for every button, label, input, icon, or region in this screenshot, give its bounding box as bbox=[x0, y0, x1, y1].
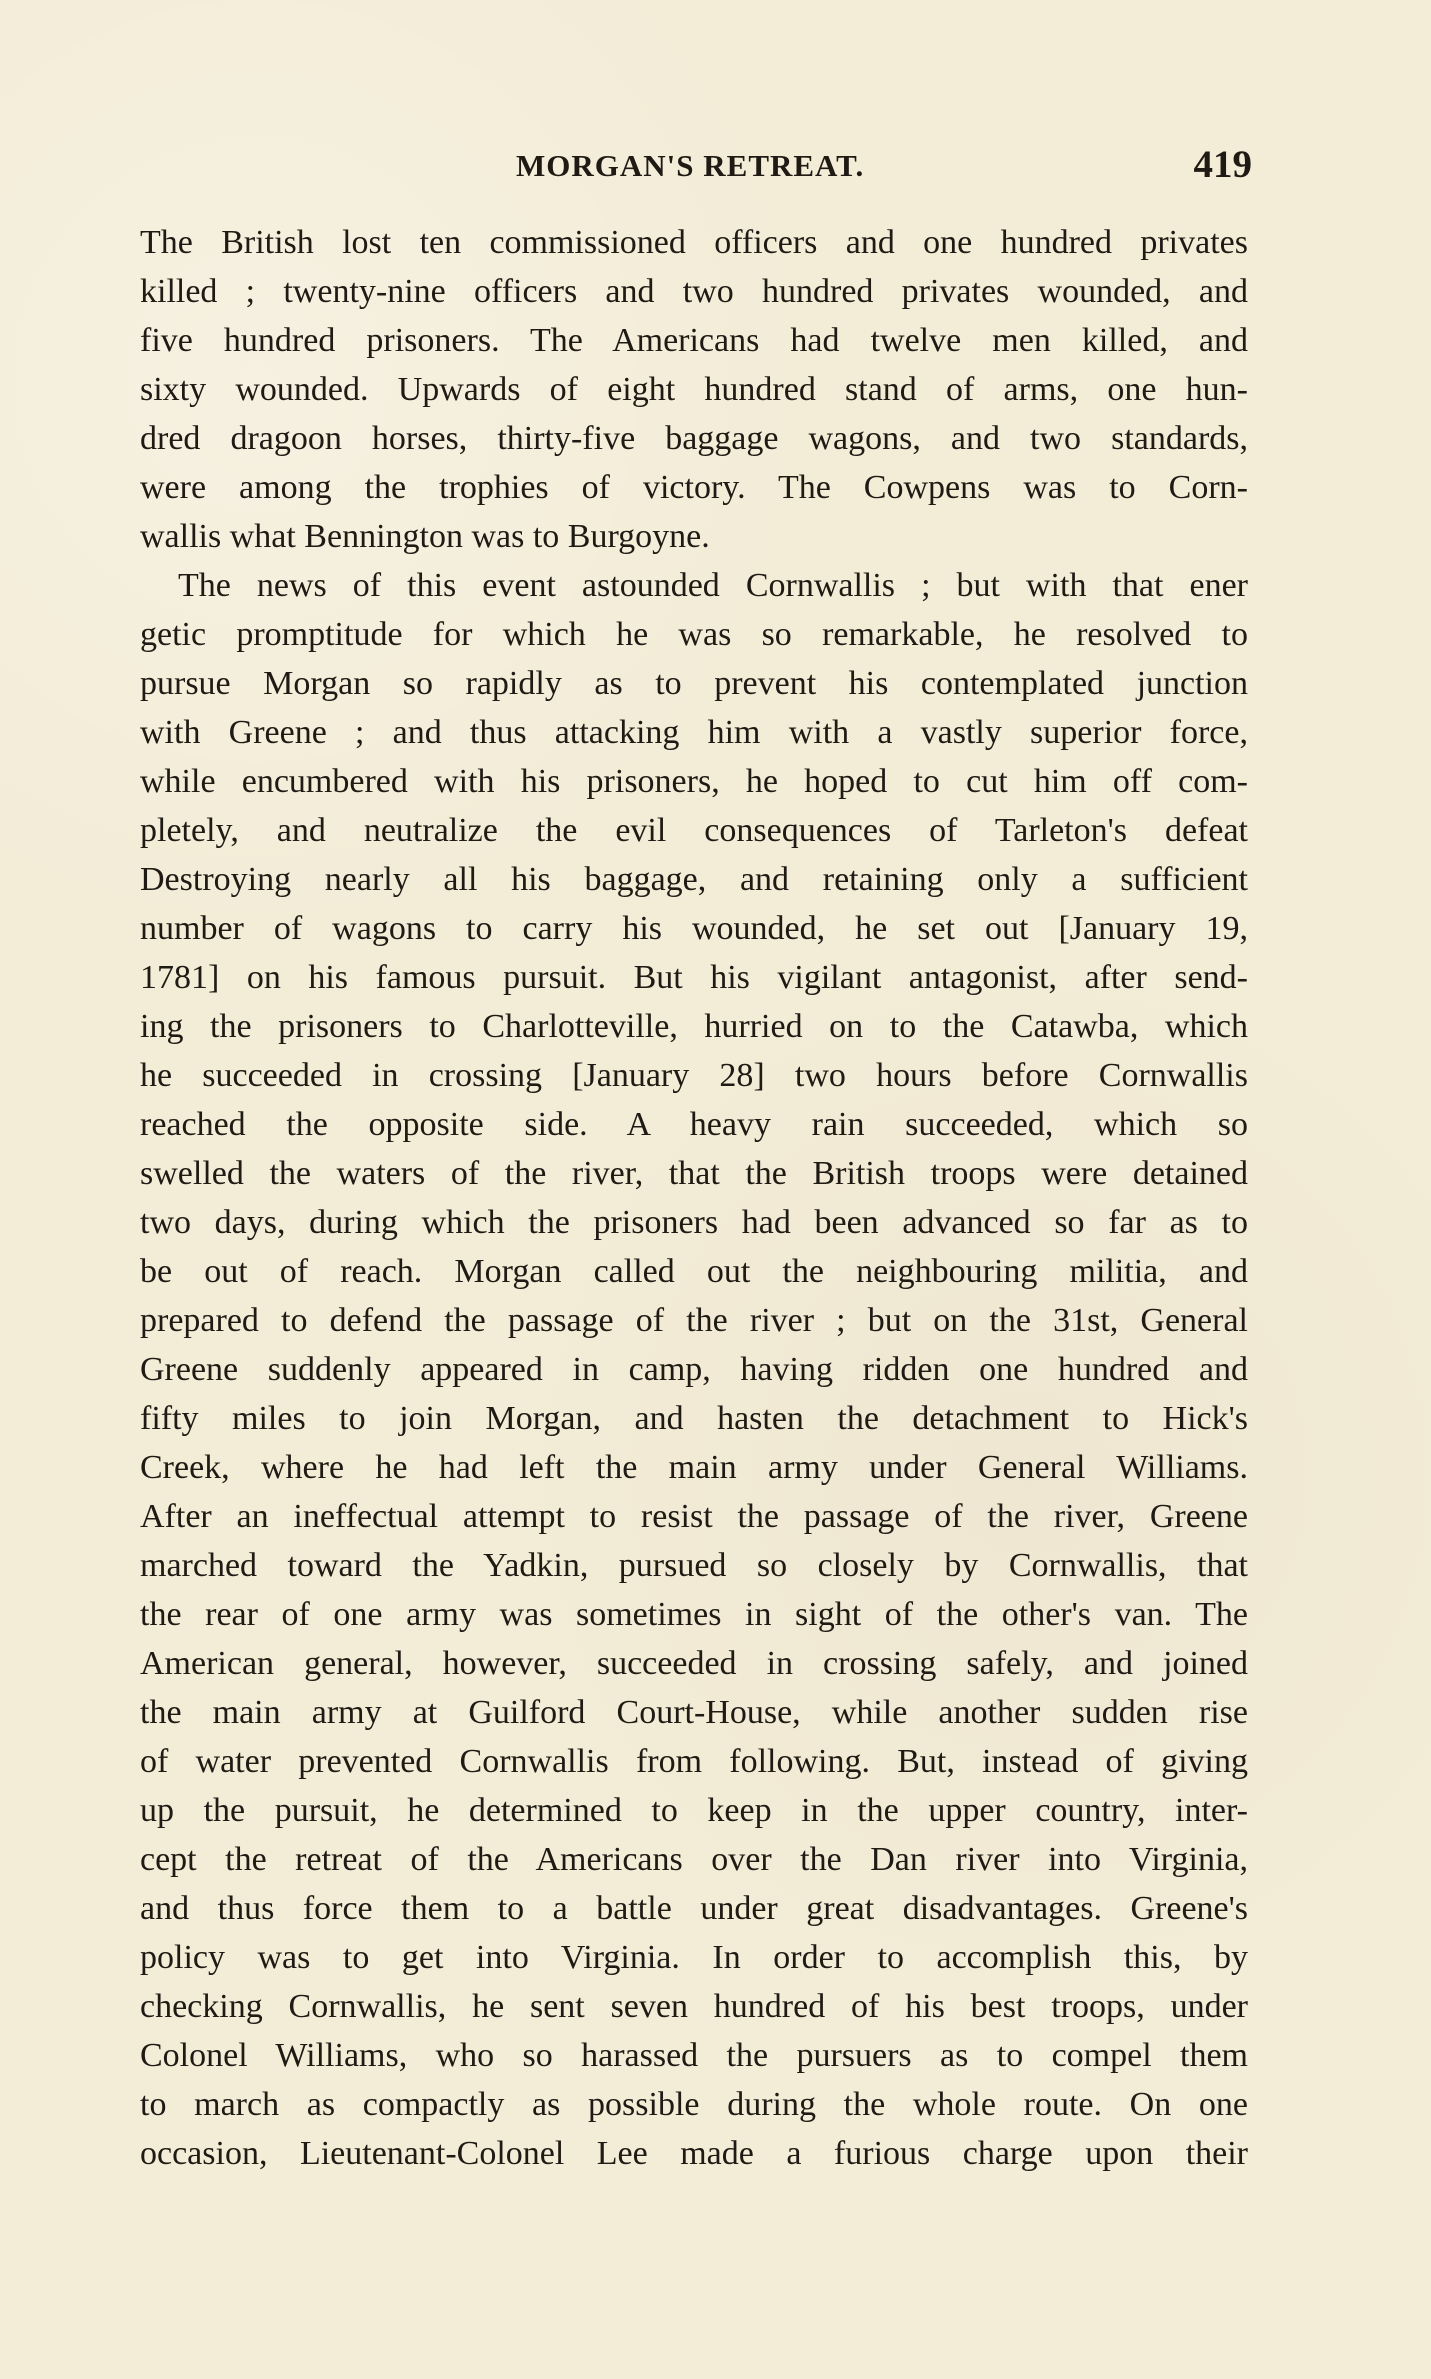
text-line: killed ; twenty-nine officers and two hundred privates wounded, and bbox=[140, 273, 1248, 310]
running-head: MORGAN'S RETREAT. bbox=[516, 148, 865, 183]
text-line: wallis what Bennington was to Burgoyne. bbox=[140, 518, 710, 555]
text-line: were among the trophies of victory. The Cowpens was to Corn- bbox=[140, 469, 1248, 506]
text-line: 1781] on his famous pursuit. But his vigilant antagonist, after send- bbox=[140, 959, 1248, 996]
text-line: be out of reach. Morgan called out the neighbouring militia, and bbox=[140, 1253, 1248, 1290]
text-line: swelled the waters of the river, that the British troops were detained bbox=[140, 1155, 1248, 1192]
text-line: Colonel Williams, who so harassed the pursuers as to compel them bbox=[140, 2037, 1248, 2074]
text-line: the rear of one army was sometimes in sight of the other's van. The bbox=[140, 1596, 1248, 1633]
text-line: Greene suddenly appeared in camp, having ridden one hundred and bbox=[140, 1351, 1248, 1388]
text-line: The British lost ten commissioned officers and one hundred privates bbox=[140, 224, 1248, 261]
text-line: getic promptitude for which he was so remarkable, he resolved to bbox=[140, 616, 1248, 653]
body-text bbox=[140, 218, 1248, 2178]
text-line: American general, however, succeeded in crossing safely, and joined bbox=[140, 1645, 1248, 1682]
text-line: and thus force them to a battle under great disadvantages. Greene's bbox=[140, 1890, 1248, 1927]
text-line: After an ineffectual attempt to resist the passage of the river, Greene bbox=[140, 1498, 1248, 1535]
text-line: with Greene ; and thus attacking him with a vastly superior force, bbox=[140, 714, 1248, 751]
text-line: the main army at Guilford Court-House, while another sudden rise bbox=[140, 1694, 1248, 1731]
text-line: he succeeded in crossing [January 28] two hours before Cornwallis bbox=[140, 1057, 1248, 1094]
text-line: reached the opposite side. A heavy rain succeeded, which so bbox=[140, 1106, 1248, 1143]
text-line: checking Cornwallis, he sent seven hundred of his best troops, under bbox=[140, 1988, 1248, 2025]
text-line: occasion, Lieutenant-Colonel Lee made a furious charge upon their bbox=[140, 2135, 1248, 2172]
page-number: 419 bbox=[1193, 143, 1252, 186]
page-header bbox=[140, 142, 1260, 202]
text-line: pursue Morgan so rapidly as to prevent his contemplated junction bbox=[140, 665, 1248, 702]
text-line: number of wagons to carry his wounded, he set out [January 19, bbox=[140, 910, 1248, 947]
text-line: two days, during which the prisoners had been advanced so far as to bbox=[140, 1204, 1248, 1241]
text-line: marched toward the Yadkin, pursued so closely by Cornwallis, that bbox=[140, 1547, 1248, 1584]
text-line: fifty miles to join Morgan, and hasten the detachment to Hick's bbox=[140, 1400, 1248, 1437]
text-line: policy was to get into Virginia. In order to accomplish this, by bbox=[140, 1939, 1248, 1976]
text-line: pletely, and neutralize the evil consequences of Tarleton's defeat bbox=[140, 812, 1248, 849]
text-line: dred dragoon horses, thirty-five baggage wagons, and two standards, bbox=[140, 420, 1248, 457]
text-line: while encumbered with his prisoners, he hoped to cut him off com- bbox=[140, 763, 1248, 800]
text-line: Destroying nearly all his baggage, and retaining only a sufficient bbox=[140, 861, 1248, 898]
text-line: cept the retreat of the Americans over the Dan river into Virginia, bbox=[140, 1841, 1248, 1878]
text-line: up the pursuit, he determined to keep in the upper country, inter- bbox=[140, 1792, 1248, 1829]
text-line: of water prevented Cornwallis from following. But, instead of giving bbox=[140, 1743, 1248, 1780]
text-line: sixty wounded. Upwards of eight hundred stand of arms, one hun- bbox=[140, 371, 1248, 408]
text-line: to march as compactly as possible during the whole route. On one bbox=[140, 2086, 1248, 2123]
text-line: Creek, where he had left the main army under General Williams. bbox=[140, 1449, 1248, 1486]
text-line: ing the prisoners to Charlotteville, hurried on to the Catawba, which bbox=[140, 1008, 1248, 1045]
text-line: The news of this event astounded Cornwallis ; but with that ener bbox=[178, 567, 1248, 604]
text-line: five hundred prisoners. The Americans had twelve men killed, and bbox=[140, 322, 1248, 359]
text-line: prepared to defend the passage of the river ; but on the 31st, General bbox=[140, 1302, 1248, 1339]
